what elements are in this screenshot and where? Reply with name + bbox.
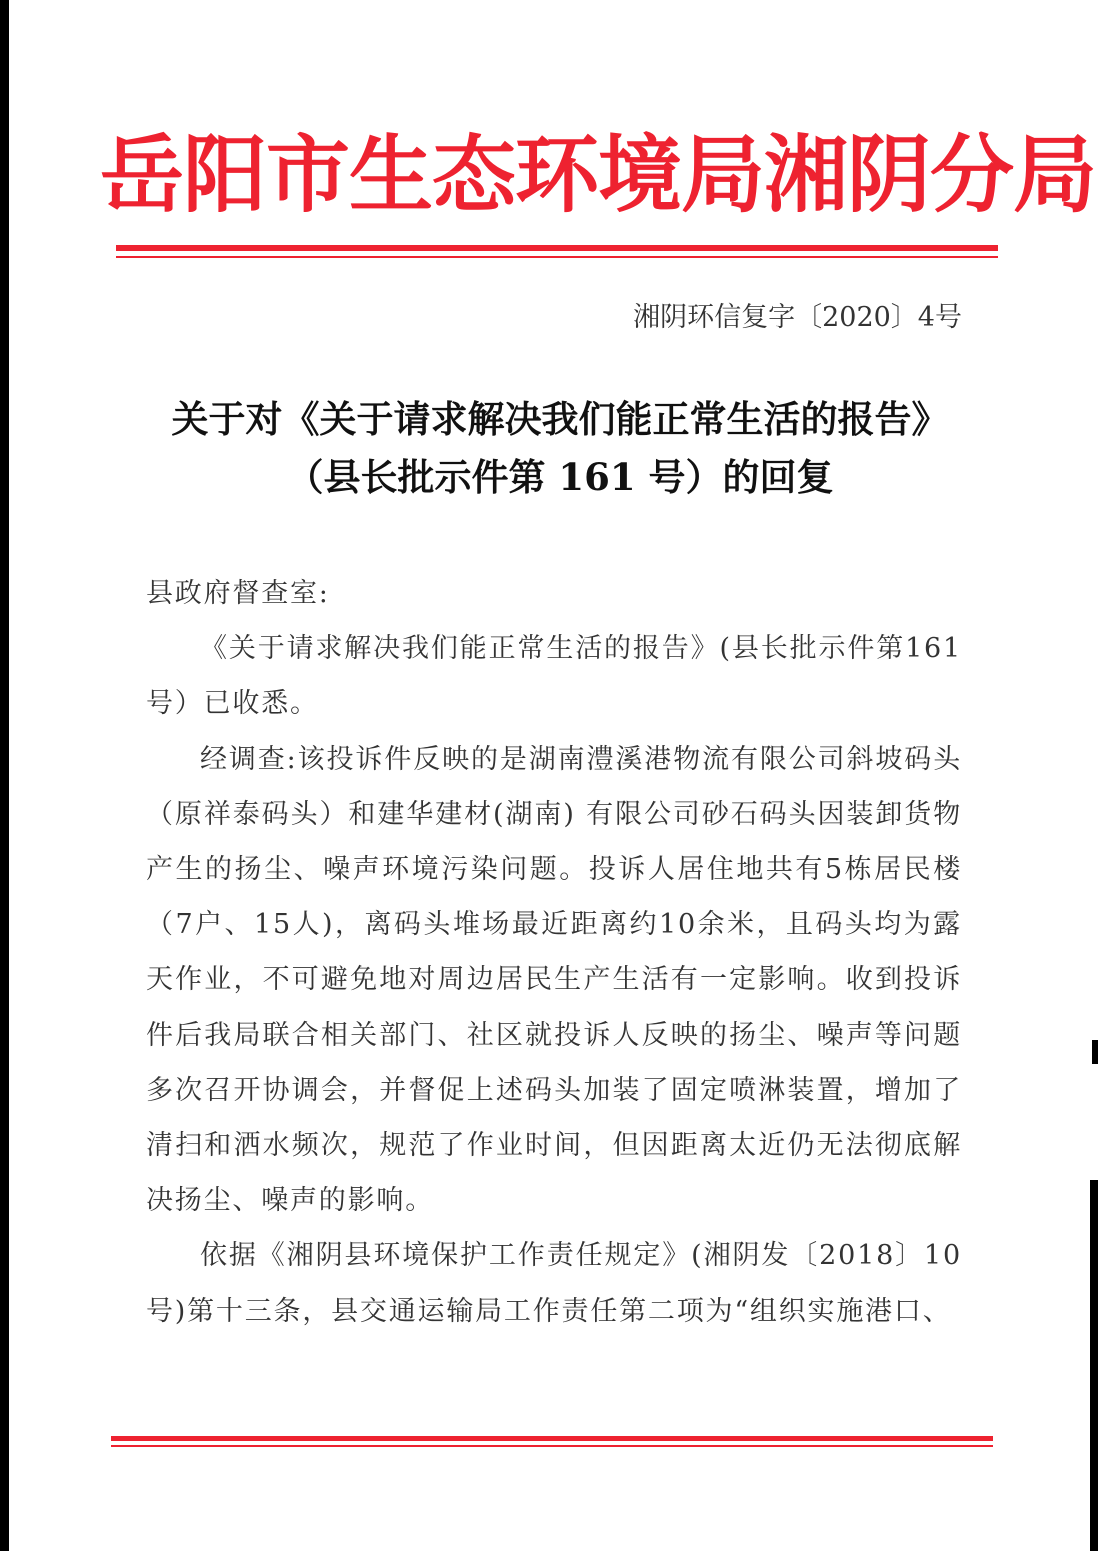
scan-edge-right	[1090, 1180, 1098, 1551]
scan-edge-left	[0, 0, 9, 1551]
scan-artifact	[1092, 1040, 1098, 1064]
letterhead-divider-thin	[116, 256, 998, 258]
document-title	[110, 390, 1010, 506]
letterhead-agency-name: 岳阳市生态环境局湘阴分局	[100, 125, 1097, 224]
recipient: 县政府督查室:	[146, 578, 330, 609]
letterhead-divider	[116, 245, 998, 251]
paragraph: 经调查:该投诉件反映的是湖南澧溪港物流有限公司斜坡码头（原祥泰码头）和建华建材(湖南) 有限公司砂石码头因装卸货物产生的扬尘、噪声环境污染问题。投诉人居住地共有5栋居民楼（7户、15人)，离码头堆场最近距离约10余米，且码头均为露天作业，不可避免地对周边居民生产生活有一定影响。收到投诉件后我局联合相关部门、社区就投诉人反映的扬尘、噪声等问题多次召开协调会，并督促上述码头加装了固定喷淋装置，增加了清扫和洒水频次，规范了作业时间，但因距离太近仍无法彻底解决扬尘、噪声的影响。	[146, 743, 962, 1217]
footer-divider	[111, 1436, 993, 1441]
title-line-2: （县长批示件第 161 号）的回复	[286, 455, 834, 499]
paragraph: 《关于请求解决我们能正常生活的报告》(县长批示件第161号）已收悉。	[146, 633, 962, 720]
document-number: 湘阴环信复字〔2020〕4号	[633, 302, 962, 333]
footer-divider-thin	[111, 1445, 993, 1447]
document-body	[146, 566, 962, 1339]
paragraph: 依据《湘阴县环境保护工作责任规定》(湘阴发〔2018〕10号)第十三条，县交通运输局工作责任第二项为“组织实施港口、	[146, 1240, 962, 1327]
title-line-1: 关于对《关于请求解决我们能正常生活的报告》	[171, 397, 949, 441]
